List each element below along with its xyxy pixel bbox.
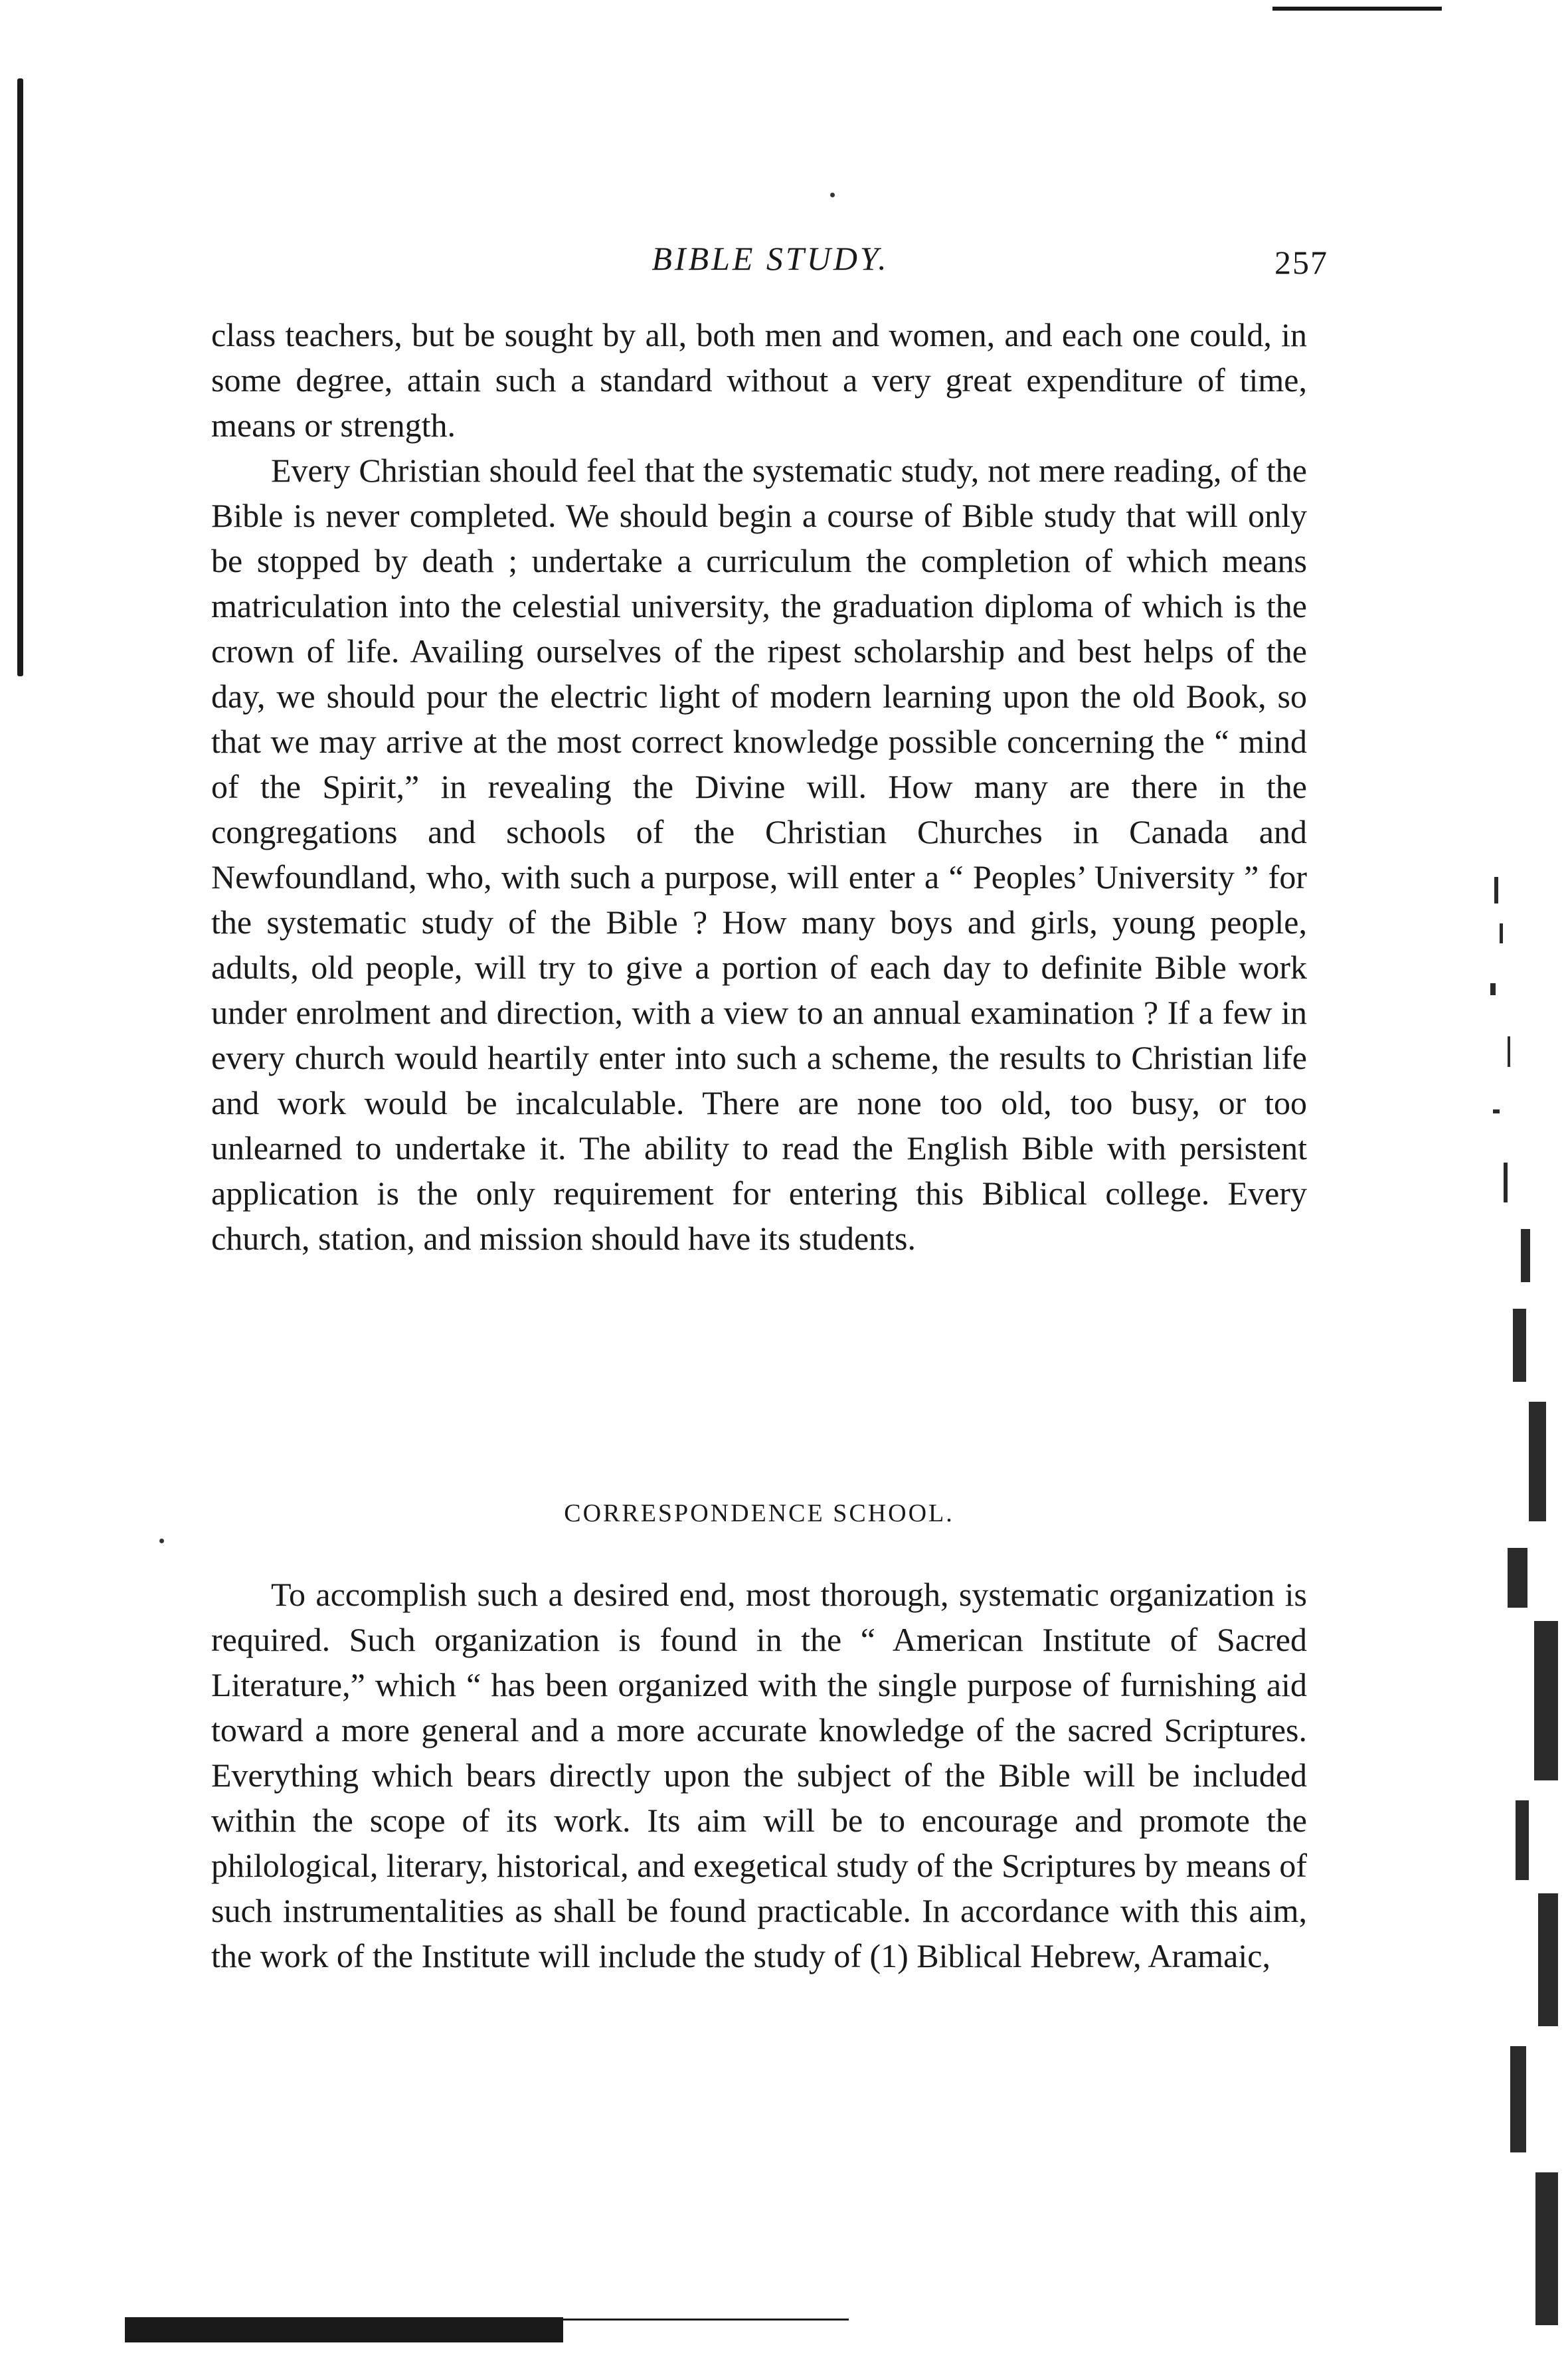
paragraph-continued: class teachers, but be sought by all, both men and women, and each one could, in some degree, attain such a standard without a very great expenditure of time, means or strength. <box>211 316 1307 444</box>
paragraph-correspondence-school: To accomplish such a desired end, most thorough, systematic organization is required. Such organization is found in the “ American Institute of Sacred Literature,” which “ has been organized with the single purpose of furnishing aid toward a more general and a more accurate knowledge of the sacred Scriptures. Everything which bears directly upon the subject of the Bible will be included within the scope of its work. Its aim will be to encourage and promote the philological, literary, historical, and exegetical study of the Scriptures by means of such instrumentalities as shall be found practicable. In accordance with this aim, the work of the Institute will include the study of (1) Biblical Hebrew, Aramaic, <box>211 1576 1307 1974</box>
running-head <box>213 239 1328 292</box>
section-body-text <box>211 1572 1307 1978</box>
scan-speck <box>830 193 835 197</box>
scan-top-rule <box>1272 7 1442 11</box>
running-title: BIBLE STUDY. <box>652 240 889 277</box>
scan-bottom-rule <box>563 2319 849 2321</box>
page-number: 257 <box>1274 244 1328 281</box>
section-heading: CORRESPONDENCE SCHOOL. <box>564 1499 954 1527</box>
scan-edge-noise <box>1481 764 1561 2358</box>
scan-left-margin-bar <box>17 78 23 676</box>
body-text <box>211 312 1307 1261</box>
paragraph-systematic-study: Every Christian should feel that the systematic study, not mere reading, of the Bible is never completed. We should begin a course of Bible study that will only be stopped by death ; undertake a curriculum the completion of which means matriculation into the celestial university, the graduation diploma of which is the crown of life. Availing ourselves of the ripest scholarship and best helps of the day, we should pour the electric light of modern learning upon the old Book, so that we may arrive at the most correct knowledge possible concerning the “ mind of the Spirit,” in revealing the Divine will. How many are there in the congregations and schools of the Christian Churches in Canada and Newfoundland, who, with such a purpose, will enter a “ Peoples’ University ” for the systematic study of the Bible ? How many boys and girls, young people, adults, old people, will try to give a portion of each day to definite Bible work under enrolment and direction, with a view to an annual examination ? If a few in every church would heartily enter into such a scheme, the results to Christian life and work would be incalculable. There are none too old, too busy, or too unlearned to undertake it. The ability to read the English Bible with persistent application is the only requirement for entering this Biblical college. Every church, station, and mission should have its students. <box>211 452 1307 1257</box>
scan-bottom-bar <box>125 2317 563 2342</box>
scan-speck <box>159 1539 164 1543</box>
